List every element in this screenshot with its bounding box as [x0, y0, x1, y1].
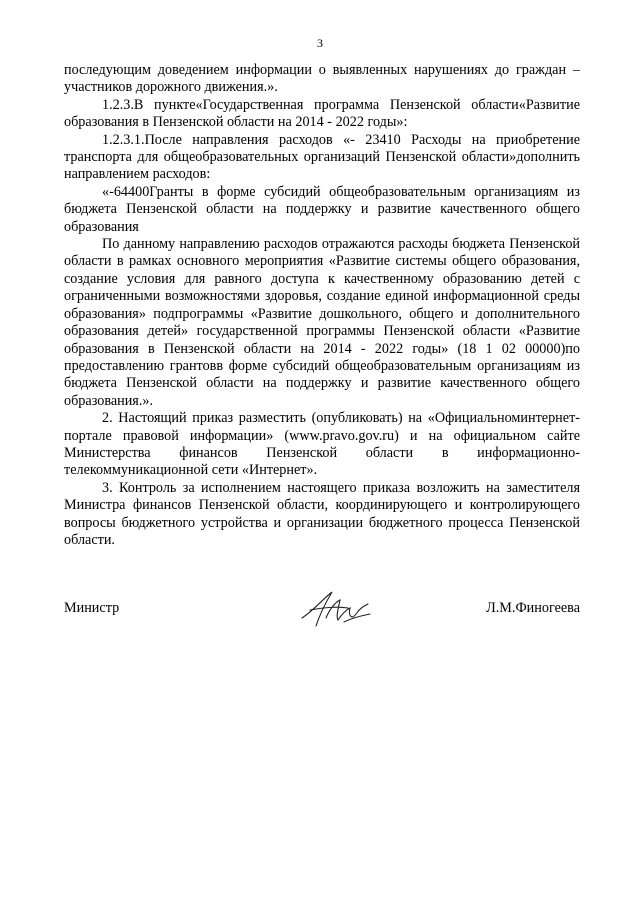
paragraph-item-3: 3. Контроль за исполнением настоящего приказа возложить на заместителя Министра финансов Пензенской области, координирующего и контролирующего вопросы бюджетного устройства и организации бюджетного процесса Пензенской области.	[64, 479, 580, 548]
paragraph-item-2: 2. Настоящий приказ разместить (опубликовать) на «Официальноминтернет-портале правовой информации» (www.pravo.gov.ru) и на официальном сайте Министерства финансов Пензенской области в информационно-телекоммуникационной сети «Интернет».	[64, 410, 580, 479]
handwritten-signature	[296, 588, 374, 632]
signatory-name: Л.М.Финогеева	[486, 600, 580, 616]
document-body	[64, 62, 580, 549]
signature-block	[64, 598, 580, 624]
paragraph-1-2-3-1: 1.2.3.1.После направления расходов «- 23410 Расходы на приобретение транспорта для общеобразовательных организаций Пензенской области»дополнить направлением расходов:	[64, 131, 580, 183]
paragraph-continuation: последующим доведением информации о выявленных нарушениях до граждан – участников дорожного движения.».	[64, 62, 580, 96]
paragraph-1-2-3: 1.2.3.В пункте«Государственная программа Пензенской области«Развитие образования в Пензенской области на 2014 - 2022 годы»:	[64, 96, 580, 131]
page-number: 3	[317, 36, 323, 50]
paragraph-expense-64400: «-64400Гранты в форме субсидий общеобразовательным организациям из бюджета Пензенской области на поддержку и развитие качественного общего образования	[64, 183, 580, 235]
signatory-title: Министр	[64, 600, 120, 616]
paragraph-expense-description: По данному направлению расходов отражаются расходы бюджета Пензенской области в рамках основного мероприятия «Развитие системы общего образования, создание условия для равного доступа к качественному образованию детей с ограниченными возможностями здоровья, создание единой информационной среды образования» подпрограммы «Развитие дошкольного, общего и дополнительного образования детей» государственной программы Пензенской области «Развитие образования в Пензенской области на 2014 - 2022 годы» (18 1 02 00000)по предоставлению грантовв форме субсидий общеобразовательным организациям из бюджета Пензенской области на поддержку и развитие качественного общего образования.».	[64, 236, 580, 409]
